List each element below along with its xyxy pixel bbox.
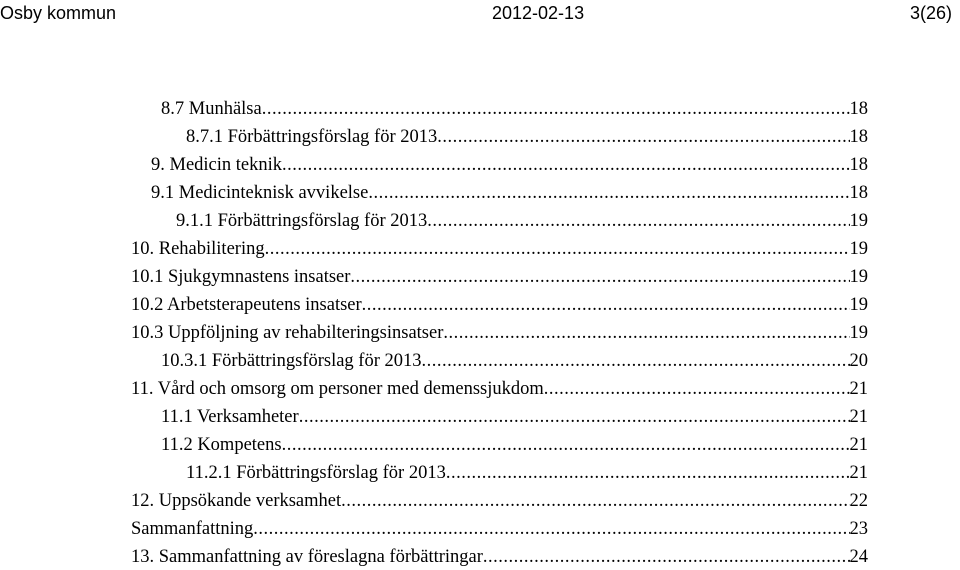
toc-entry-title: 11.2 Kompetens xyxy=(161,435,282,455)
toc-entry[interactable] xyxy=(151,152,868,178)
toc-entry[interactable] xyxy=(131,264,868,290)
toc-leader-dots xyxy=(282,152,849,178)
toc-entry[interactable] xyxy=(186,460,868,486)
toc-entry[interactable] xyxy=(131,488,868,514)
toc-leader-dots xyxy=(299,404,850,430)
toc-entry-page: 23 xyxy=(849,519,868,539)
toc-entry-title: 8.7 Munhälsa xyxy=(161,99,262,119)
toc-entry[interactable] xyxy=(131,292,868,318)
toc-leader-dots xyxy=(253,516,849,542)
toc-entry-title: 12. Uppsökande verksamhet xyxy=(131,491,342,511)
toc-entry-page: 19 xyxy=(849,323,868,343)
toc-entry[interactable] xyxy=(161,404,868,430)
toc-entry[interactable] xyxy=(131,236,868,262)
toc-leader-dots xyxy=(282,432,850,458)
page-header xyxy=(0,0,960,26)
toc-entry-page: 18 xyxy=(849,183,868,203)
toc-entry-page: 21 xyxy=(849,379,868,399)
toc-leader-dots xyxy=(262,96,850,122)
toc-entry-page: 24 xyxy=(849,547,868,567)
toc-entry-title: 11. Vård och omsorg om personer med demenssjukdom xyxy=(131,379,544,399)
toc-entry[interactable] xyxy=(186,124,868,150)
toc-leader-dots xyxy=(483,544,850,570)
toc-leader-dots xyxy=(265,236,850,262)
toc-leader-dots xyxy=(443,320,849,346)
toc-entry-title: 10.3.1 Förbättringsförslag för 2013 xyxy=(161,351,422,371)
toc-entry-page: 18 xyxy=(849,127,868,147)
toc-entry-title: 8.7.1 Förbättringsförslag för 2013 xyxy=(186,127,438,147)
toc-entry-title: 10.2 Arbetsterapeutens insatser xyxy=(131,295,362,315)
toc-entry-page: 21 xyxy=(849,407,868,427)
toc-entry-title: Sammanfattning xyxy=(131,519,254,539)
toc-entry-page: 21 xyxy=(849,435,868,455)
toc-entry-page: 22 xyxy=(849,491,868,511)
toc-entry[interactable] xyxy=(131,376,868,402)
toc-entry-title: 13. Sammanfattning av föreslagna förbättringar xyxy=(131,547,483,567)
toc-entry-title: 10.1 Sjukgymnastens insatser xyxy=(131,267,351,287)
toc-leader-dots xyxy=(368,180,849,206)
toc-entry-page: 19 xyxy=(849,239,868,259)
header-date: 2012-02-13 xyxy=(492,3,585,23)
toc-leader-dots xyxy=(446,460,850,486)
toc-entry-title: 9.1.1 Förbättringsförslag för 2013 xyxy=(176,211,428,231)
toc-entry-title: 9. Medicin teknik xyxy=(151,155,283,175)
toc-entry-page: 18 xyxy=(849,155,868,175)
toc-entry[interactable] xyxy=(161,348,868,374)
toc-entry-page: 20 xyxy=(849,351,868,371)
toc-entry[interactable] xyxy=(131,320,868,346)
header-organization: Osby kommun xyxy=(0,3,117,23)
toc-leader-dots xyxy=(362,292,850,318)
toc-leader-dots xyxy=(544,376,850,402)
toc-leader-dots xyxy=(427,208,849,234)
toc-entry[interactable] xyxy=(176,208,868,234)
toc-entry[interactable] xyxy=(151,180,868,206)
toc-entry-title: 10. Rehabilitering xyxy=(131,239,265,259)
toc-entry-page: 19 xyxy=(849,295,868,315)
toc-entry-page: 19 xyxy=(849,211,868,231)
toc-entry-page: 18 xyxy=(849,99,868,119)
toc-entry-title: 11.1 Verksamheter xyxy=(161,407,299,427)
toc-leader-dots xyxy=(422,348,850,374)
toc-entry-title: 10.3 Uppföljning av rehabilteringsinsatser xyxy=(131,323,444,343)
toc-leader-dots xyxy=(437,124,849,150)
toc-entry[interactable] xyxy=(131,544,868,570)
toc-entry-title: 9.1 Medicinteknisk avvikelse xyxy=(151,183,369,203)
toc-entry[interactable] xyxy=(131,516,868,542)
toc-leader-dots xyxy=(350,264,849,290)
toc-entry[interactable] xyxy=(161,96,868,122)
header-page-number: 3(26) xyxy=(909,3,952,23)
toc-entry-page: 19 xyxy=(849,267,868,287)
toc-entry-title: 11.2.1 Förbättringsförslag för 2013 xyxy=(186,463,446,483)
toc-leader-dots xyxy=(341,488,849,514)
toc-entry[interactable] xyxy=(161,432,868,458)
toc-entry-page: 21 xyxy=(849,463,868,483)
